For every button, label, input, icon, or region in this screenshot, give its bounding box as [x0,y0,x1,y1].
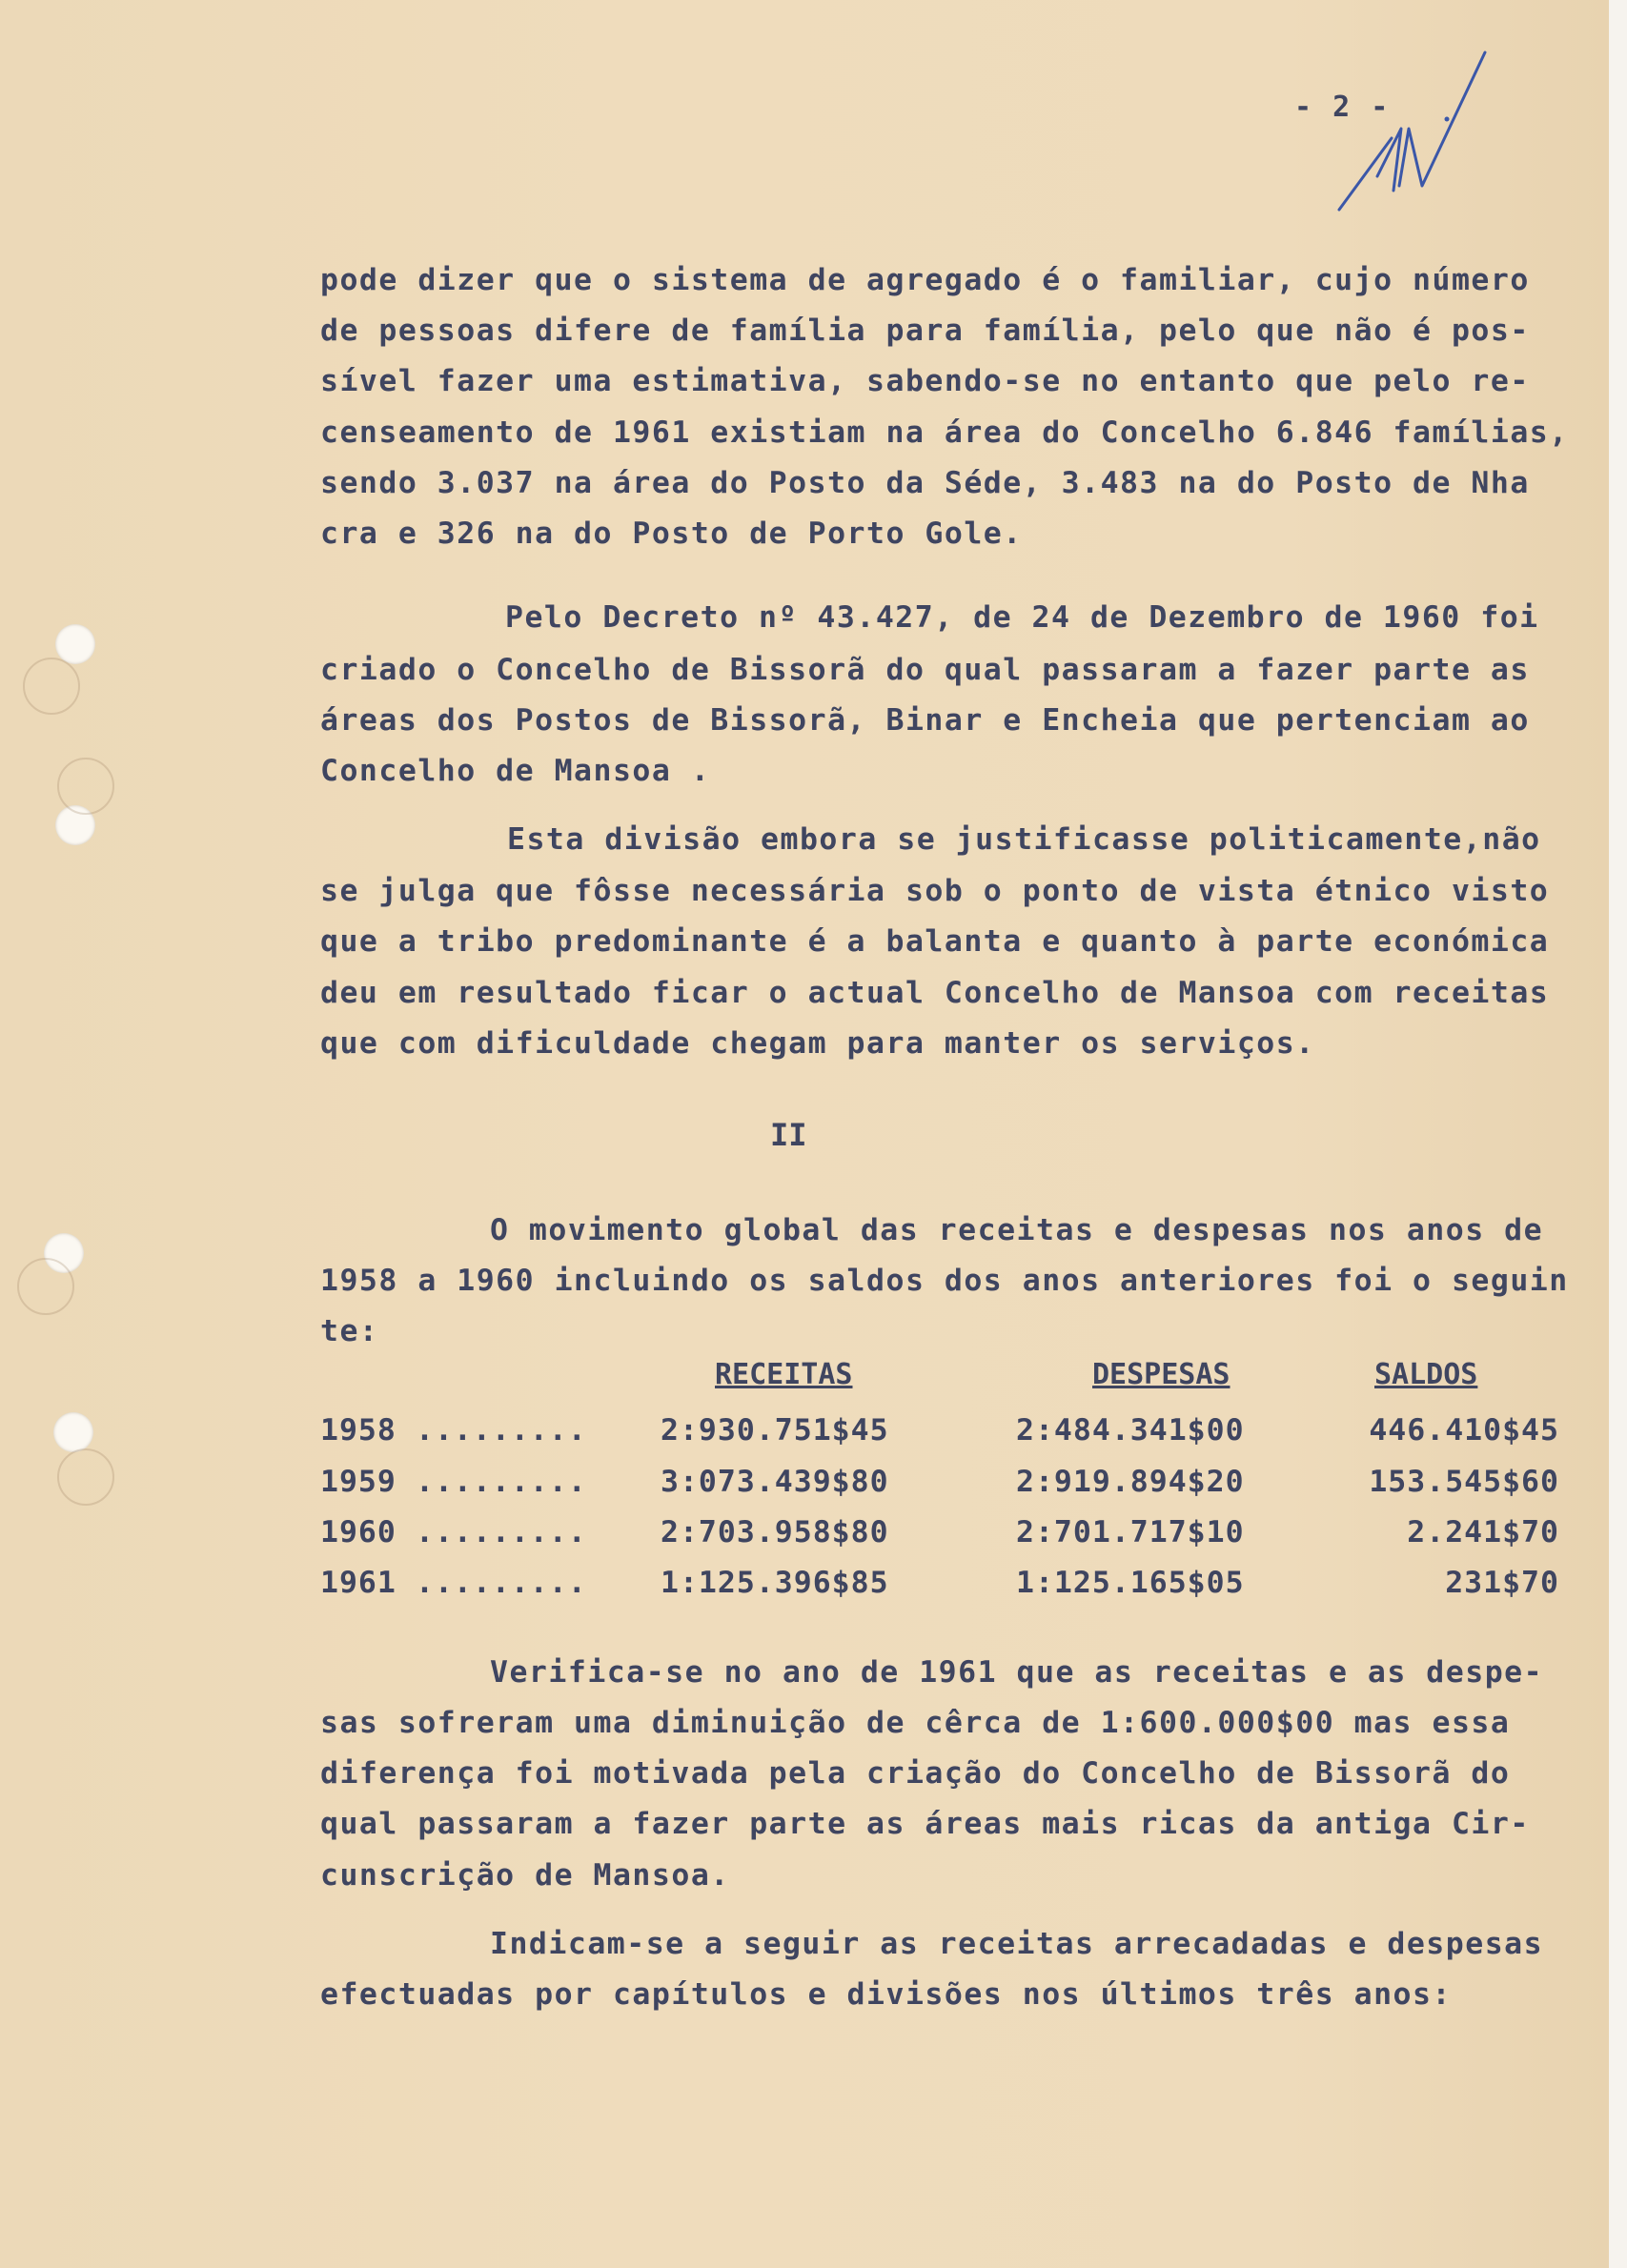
page-edge [1609,0,1627,2268]
text-line: que a tribo predominante é a balanta e quanto à parte económica [320,924,1550,959]
receitas-cell: 3:073.439$80 [661,1465,889,1499]
saldos-cell: 153.545$60 [1369,1465,1559,1499]
text-line: Esta divisão embora se justificasse politicamente,não [507,822,1541,857]
text-line: cra e 326 na do Posto de Porto Gole. [320,516,1023,551]
punch-hole-mark [57,1448,114,1506]
text-line: te: [320,1314,379,1348]
text-line: sível fazer uma estimativa, sabendo-se no entanto que pelo re- [320,364,1530,398]
despesas-cell: 1:125.165$05 [1016,1566,1245,1600]
despesas-cell: 2:919.894$20 [1016,1465,1245,1499]
despesas-cell: 2:701.717$10 [1016,1515,1245,1549]
receitas-cell: 1:125.396$85 [661,1566,889,1600]
year-cell: 1961 [320,1566,397,1600]
punch-hole-mark [57,758,114,815]
text-line: Concelho de Mansoa . [320,754,711,788]
text-line: deu em resultado ficar o actual Concelho de Mansoa com receitas [320,976,1550,1010]
leader-dots: ......... [416,1413,587,1448]
text-line: sendo 3.037 na área do Posto da Séde, 3.483 na do Posto de Nha [320,466,1530,500]
year-cell: 1958 [320,1413,397,1448]
year-cell: 1959 [320,1465,397,1499]
text-line: que com dificuldade chegam para manter os serviços. [320,1026,1315,1061]
page-number: - 2 - [1294,91,1391,124]
section-heading: II [770,1117,807,1153]
column-header-saldos: SALDOS [1374,1358,1478,1391]
text-line: Pelo Decreto nº 43.427, de 24 de Dezembro de 1960 foi [505,600,1539,635]
text-line: Verifica-se no ano de 1961 que as receitas e as despe- [490,1655,1544,1690]
year-cell: 1960 [320,1515,397,1549]
despesas-cell: 2:484.341$00 [1016,1413,1245,1448]
column-header-receitas: RECEITAS [715,1358,853,1391]
receitas-cell: 2:703.958$80 [661,1515,889,1549]
leader-dots: ......... [416,1465,587,1499]
punch-hole [53,1412,93,1452]
text-line: cunscrição de Mansoa. [320,1858,730,1893]
text-line: criado o Concelho de Bissorã do qual passaram a fazer parte as [320,653,1530,687]
text-line: pode dizer que o sistema de agregado é o familiar, cujo número [320,263,1530,297]
saldos-cell: 446.410$45 [1369,1413,1559,1448]
leader-dots: ......... [416,1515,587,1549]
punch-hole-mark [17,1258,74,1315]
text-line: qual passaram a fazer parte as áreas mais ricas da antiga Cir- [320,1807,1530,1841]
leader-dots: ......... [416,1566,587,1600]
text-line: 1958 a 1960 incluindo os saldos dos anos anteriores foi o seguin [320,1264,1569,1298]
saldos-cell: 2.241$70 [1407,1515,1559,1549]
financial-table [320,1358,1559,1606]
text-line: O movimento global das receitas e despesas nos anos de [490,1213,1544,1247]
text-line: diferença foi motivada pela criação do Concelho de Bissorã do [320,1756,1511,1791]
handwritten-initials [1334,48,1487,219]
text-line: Indicam-se a seguir as receitas arrecadadas e despesas [490,1927,1544,1961]
text-line: censeamento de 1961 existiam na área do Concelho 6.846 famílias, [320,415,1569,450]
saldos-cell: 231$70 [1445,1566,1559,1600]
punch-hole [55,624,95,664]
text-line: áreas dos Postos de Bissorã, Binar e Encheia que pertenciam ao [320,703,1530,738]
receitas-cell: 2:930.751$45 [661,1413,889,1448]
text-line: efectuadas por capítulos e divisões nos últimos três anos: [320,1977,1452,2012]
text-line: se julga que fôsse necessária sob o ponto de vista étnico visto [320,874,1550,908]
punch-hole-mark [23,658,80,715]
text-line: sas sofreram uma diminuição de cêrca de 1:600.000$00 mas essa [320,1706,1511,1740]
column-header-despesas: DESPESAS [1092,1358,1230,1391]
text-line: de pessoas difere de família para família, pelo que não é pos- [320,314,1530,348]
